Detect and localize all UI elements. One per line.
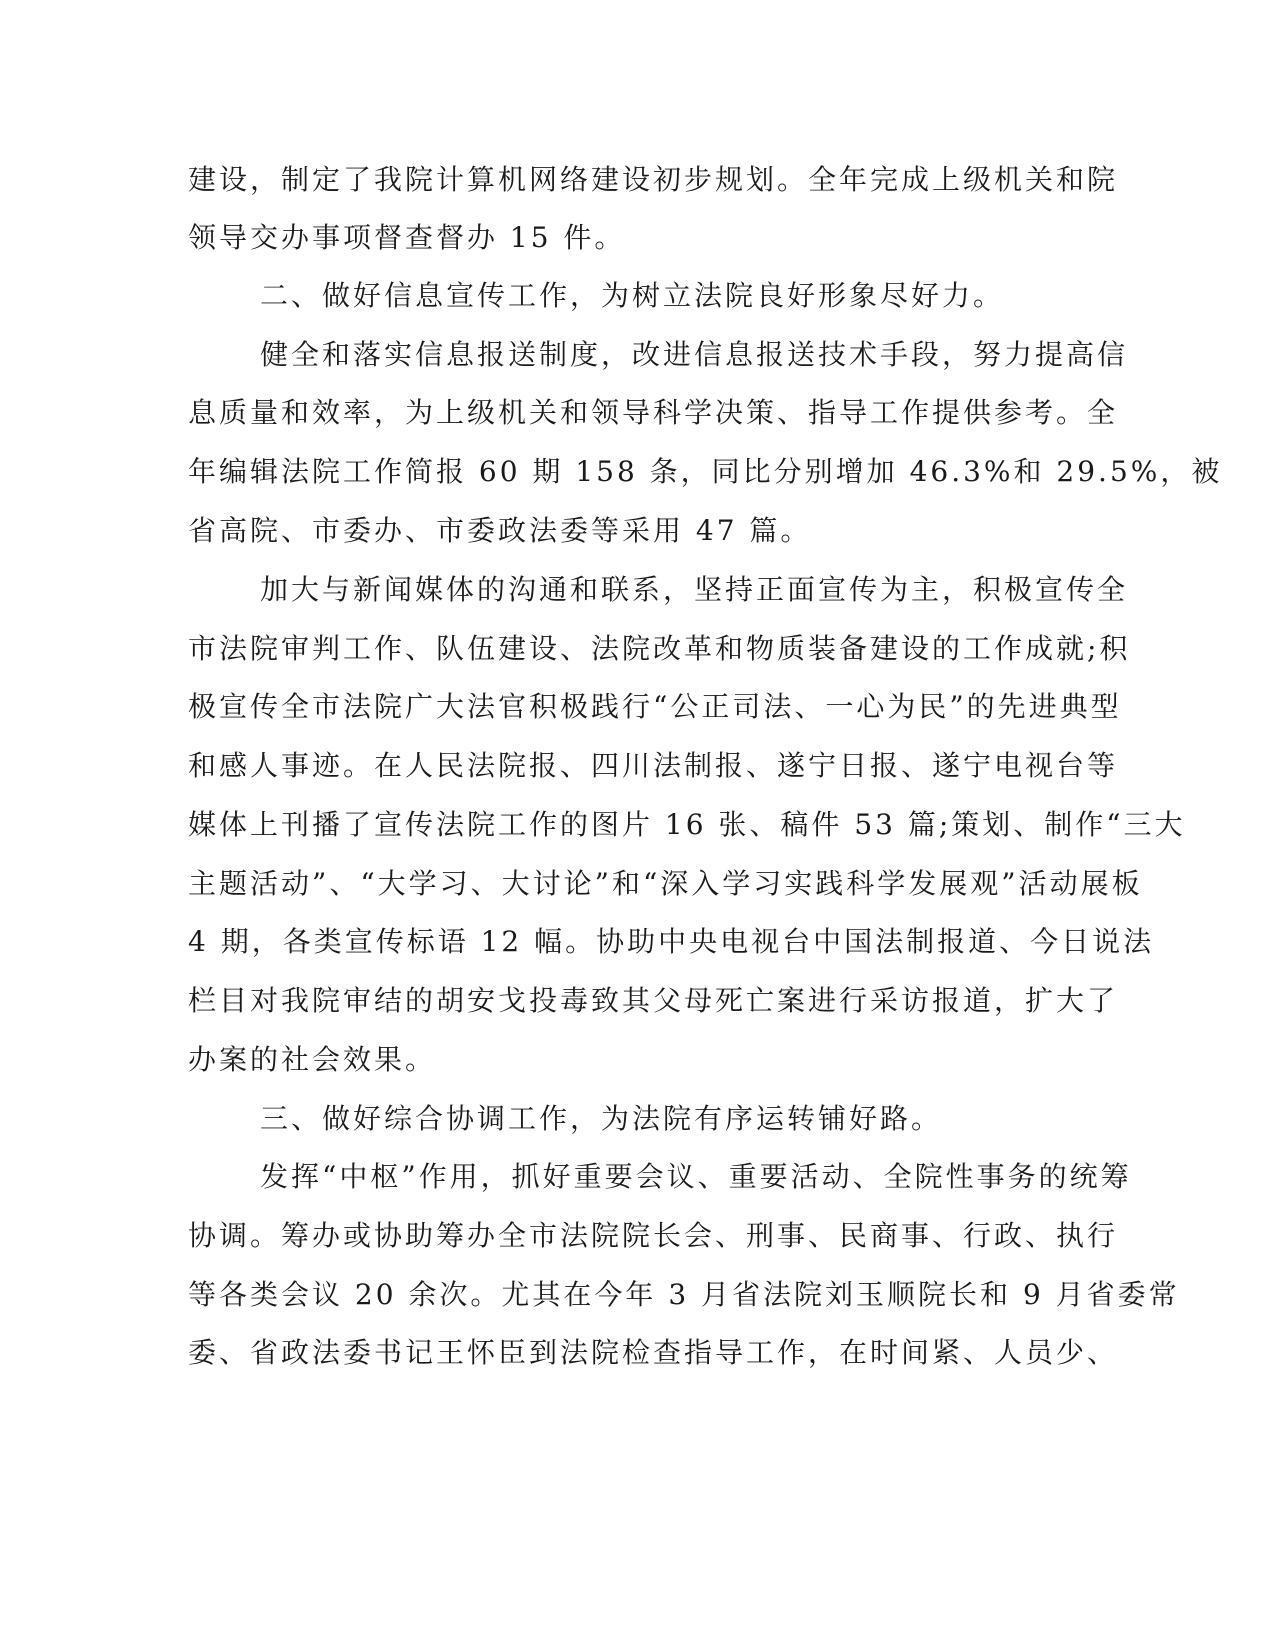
text-line: 年编辑法院工作简报 60 期 158 条，同比分别增加 46.3%和 29.5%，被 <box>188 455 1223 488</box>
text-line: 省高院、市委办、市委政法委等采用 47 篇。 <box>188 514 812 547</box>
text-line: 健全和落实信息报送制度，改进信息报送技术手段，努力提高信 <box>260 338 1129 371</box>
text-line: 领导交办事项督查督办 15 件。 <box>188 221 626 254</box>
text-line: 协调。筹办或协助筹办全市法院院长会、刑事、民商事、行政、执行 <box>188 1219 1119 1252</box>
text-line: 发挥“中枢”作用，抓好重要会议、重要活动、全院性事务的统筹 <box>260 1160 1132 1193</box>
text-line: 主题活动”、“大学习、大讨论”和“深入学习实践科学发展观”活动展板 <box>188 867 1143 900</box>
section-heading: 三、做好综合协调工作，为法院有序运转铺好路。 <box>260 1102 943 1135</box>
text-line: 办案的社会效果。 <box>188 1043 437 1076</box>
text-line: 栏目对我院审结的胡安戈投毒致其父母死亡案进行采访报道，扩大了 <box>188 984 1119 1017</box>
text-line: 极宣传全市法院广大法官积极践行“公正司法、一心为民”的先进典型 <box>188 690 1122 723</box>
text-line: 建设，制定了我院计算机网络建设初步规划。全年完成上级机关和院 <box>188 163 1119 196</box>
text-line: 加大与新闻媒体的沟通和联系，坚持正面宣传为主，积极宣传全 <box>260 573 1129 606</box>
text-line: 市法院审判工作、队伍建设、法院改革和物质装备建设的工作成就;积 <box>188 632 1131 665</box>
text-line: 4 期，各类宣传标语 12 幅。协助中央电视台中国法制报道、今日说法 <box>188 925 1155 958</box>
text-line: 等各类会议 20 余次。尤其在今年 3 月省法院刘玉顺院长和 9 月省委常 <box>188 1278 1180 1311</box>
text-line: 委、省政法委书记王怀臣到法院检查指导工作，在时间紧、人员少、 <box>188 1336 1119 1369</box>
text-line: 和感人事迹。在人民法院报、四川法制报、遂宁日报、遂宁电视台等 <box>188 749 1119 782</box>
text-line: 息质量和效率，为上级机关和领导科学决策、指导工作提供参考。全 <box>188 396 1119 429</box>
text-line: 媒体上刊播了宣传法院工作的图片 16 张、稿件 53 篇;策划、制作“三大 <box>188 808 1186 841</box>
section-heading: 二、做好信息宣传工作，为树立法院良好形象尽好力。 <box>260 279 1005 312</box>
